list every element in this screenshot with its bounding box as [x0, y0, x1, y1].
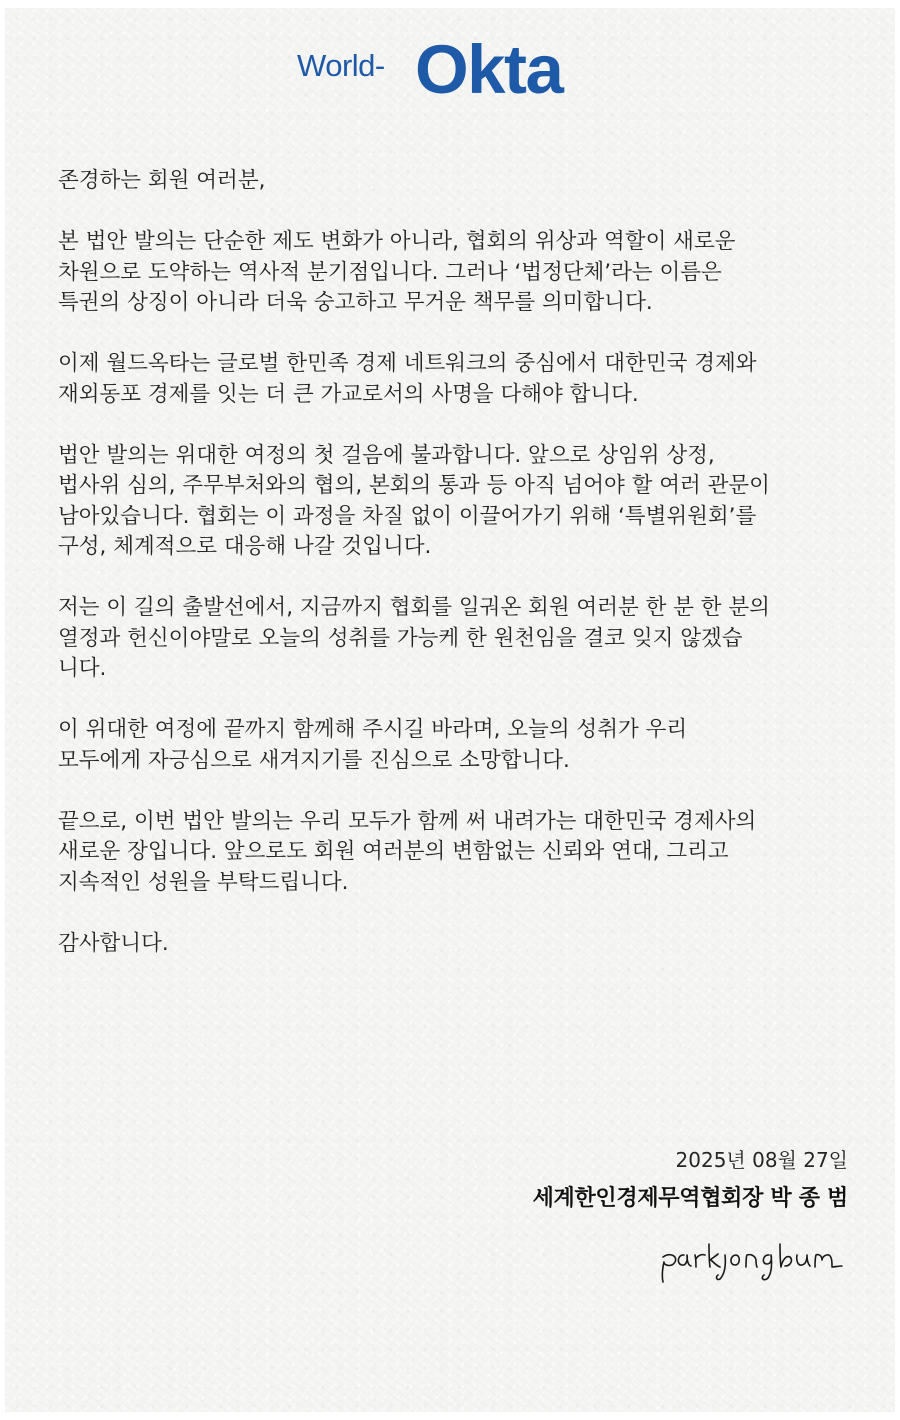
logo-name: Okta: [415, 31, 563, 108]
letter-greeting: 존경하는 회원 여러분,: [58, 168, 266, 193]
signer-name: 세계한인경제무역협회장 박 종 범: [532, 1186, 848, 1211]
letter-paragraph: 이제 월드옥타는 글로벌 한민족 경제 네트워크의 중심에서 대한민국 경제와 재외동포 경제를 잇는 더 큰 가교로서의 사명을 다해야 합니다.: [58, 351, 757, 407]
handwritten-signature: [656, 1224, 856, 1284]
letter-paragraph: 법안 발의는 위대한 여정의 첫 걸음에 불과합니다. 앞으로 상임위 상정, 법사위 심의, 주무부처와의 협의, 본회의 통과 등 아직 넘어야 할 여러 관문이 남아있습니다. 협회는 이 과정을 차질 없이 이끌어가기 위해 ‘특별위원회’를 구성, 체계적으로 대응해 나갈 것입니다.: [58, 442, 770, 559]
letter-body: [58, 166, 852, 990]
logo-prefix: World-: [297, 48, 385, 83]
letter-closing: 감사합니다.: [58, 930, 169, 956]
letter-date: 2025년 08월 27일: [675, 1148, 848, 1172]
letter-paragraph: 끝으로, 이번 법안 발의는 우리 모두가 함께 써 내려가는 대한민국 경제사의 새로운 장입니다. 앞으로도 회원 여러분의 변함없는 신뢰와 연대, 그리고 지속적인 성원을 부탁드립니다.: [58, 808, 757, 895]
letter-paragraph: 저는 이 길의 출발선에서, 지금까지 협회를 일궈온 회원 여러분 한 분 한 분의 열정과 헌신이야말로 오늘의 성취를 가능케 한 원천임을 결코 잊지 않겠습 니다.: [58, 595, 770, 681]
letter-paragraph: 이 위대한 여정에 끝까지 함께해 주시길 바라며, 오늘의 성취가 우리 모두에게 자긍심으로 새겨지기를 진심으로 소망합니다.: [58, 717, 688, 773]
world-okta-logo: [297, 31, 637, 120]
letter-paragraph: 본 법안 발의는 단순한 제도 변화가 아니라, 협회의 위상과 역할이 새로운 차원으로 도약하는 역사적 분기점입니다. 그러나 ‘법정단체’라는 이름은 특권의 상징이 아니라 더욱 숭고하고 무거운 책무를 의미합니다.: [58, 229, 736, 315]
